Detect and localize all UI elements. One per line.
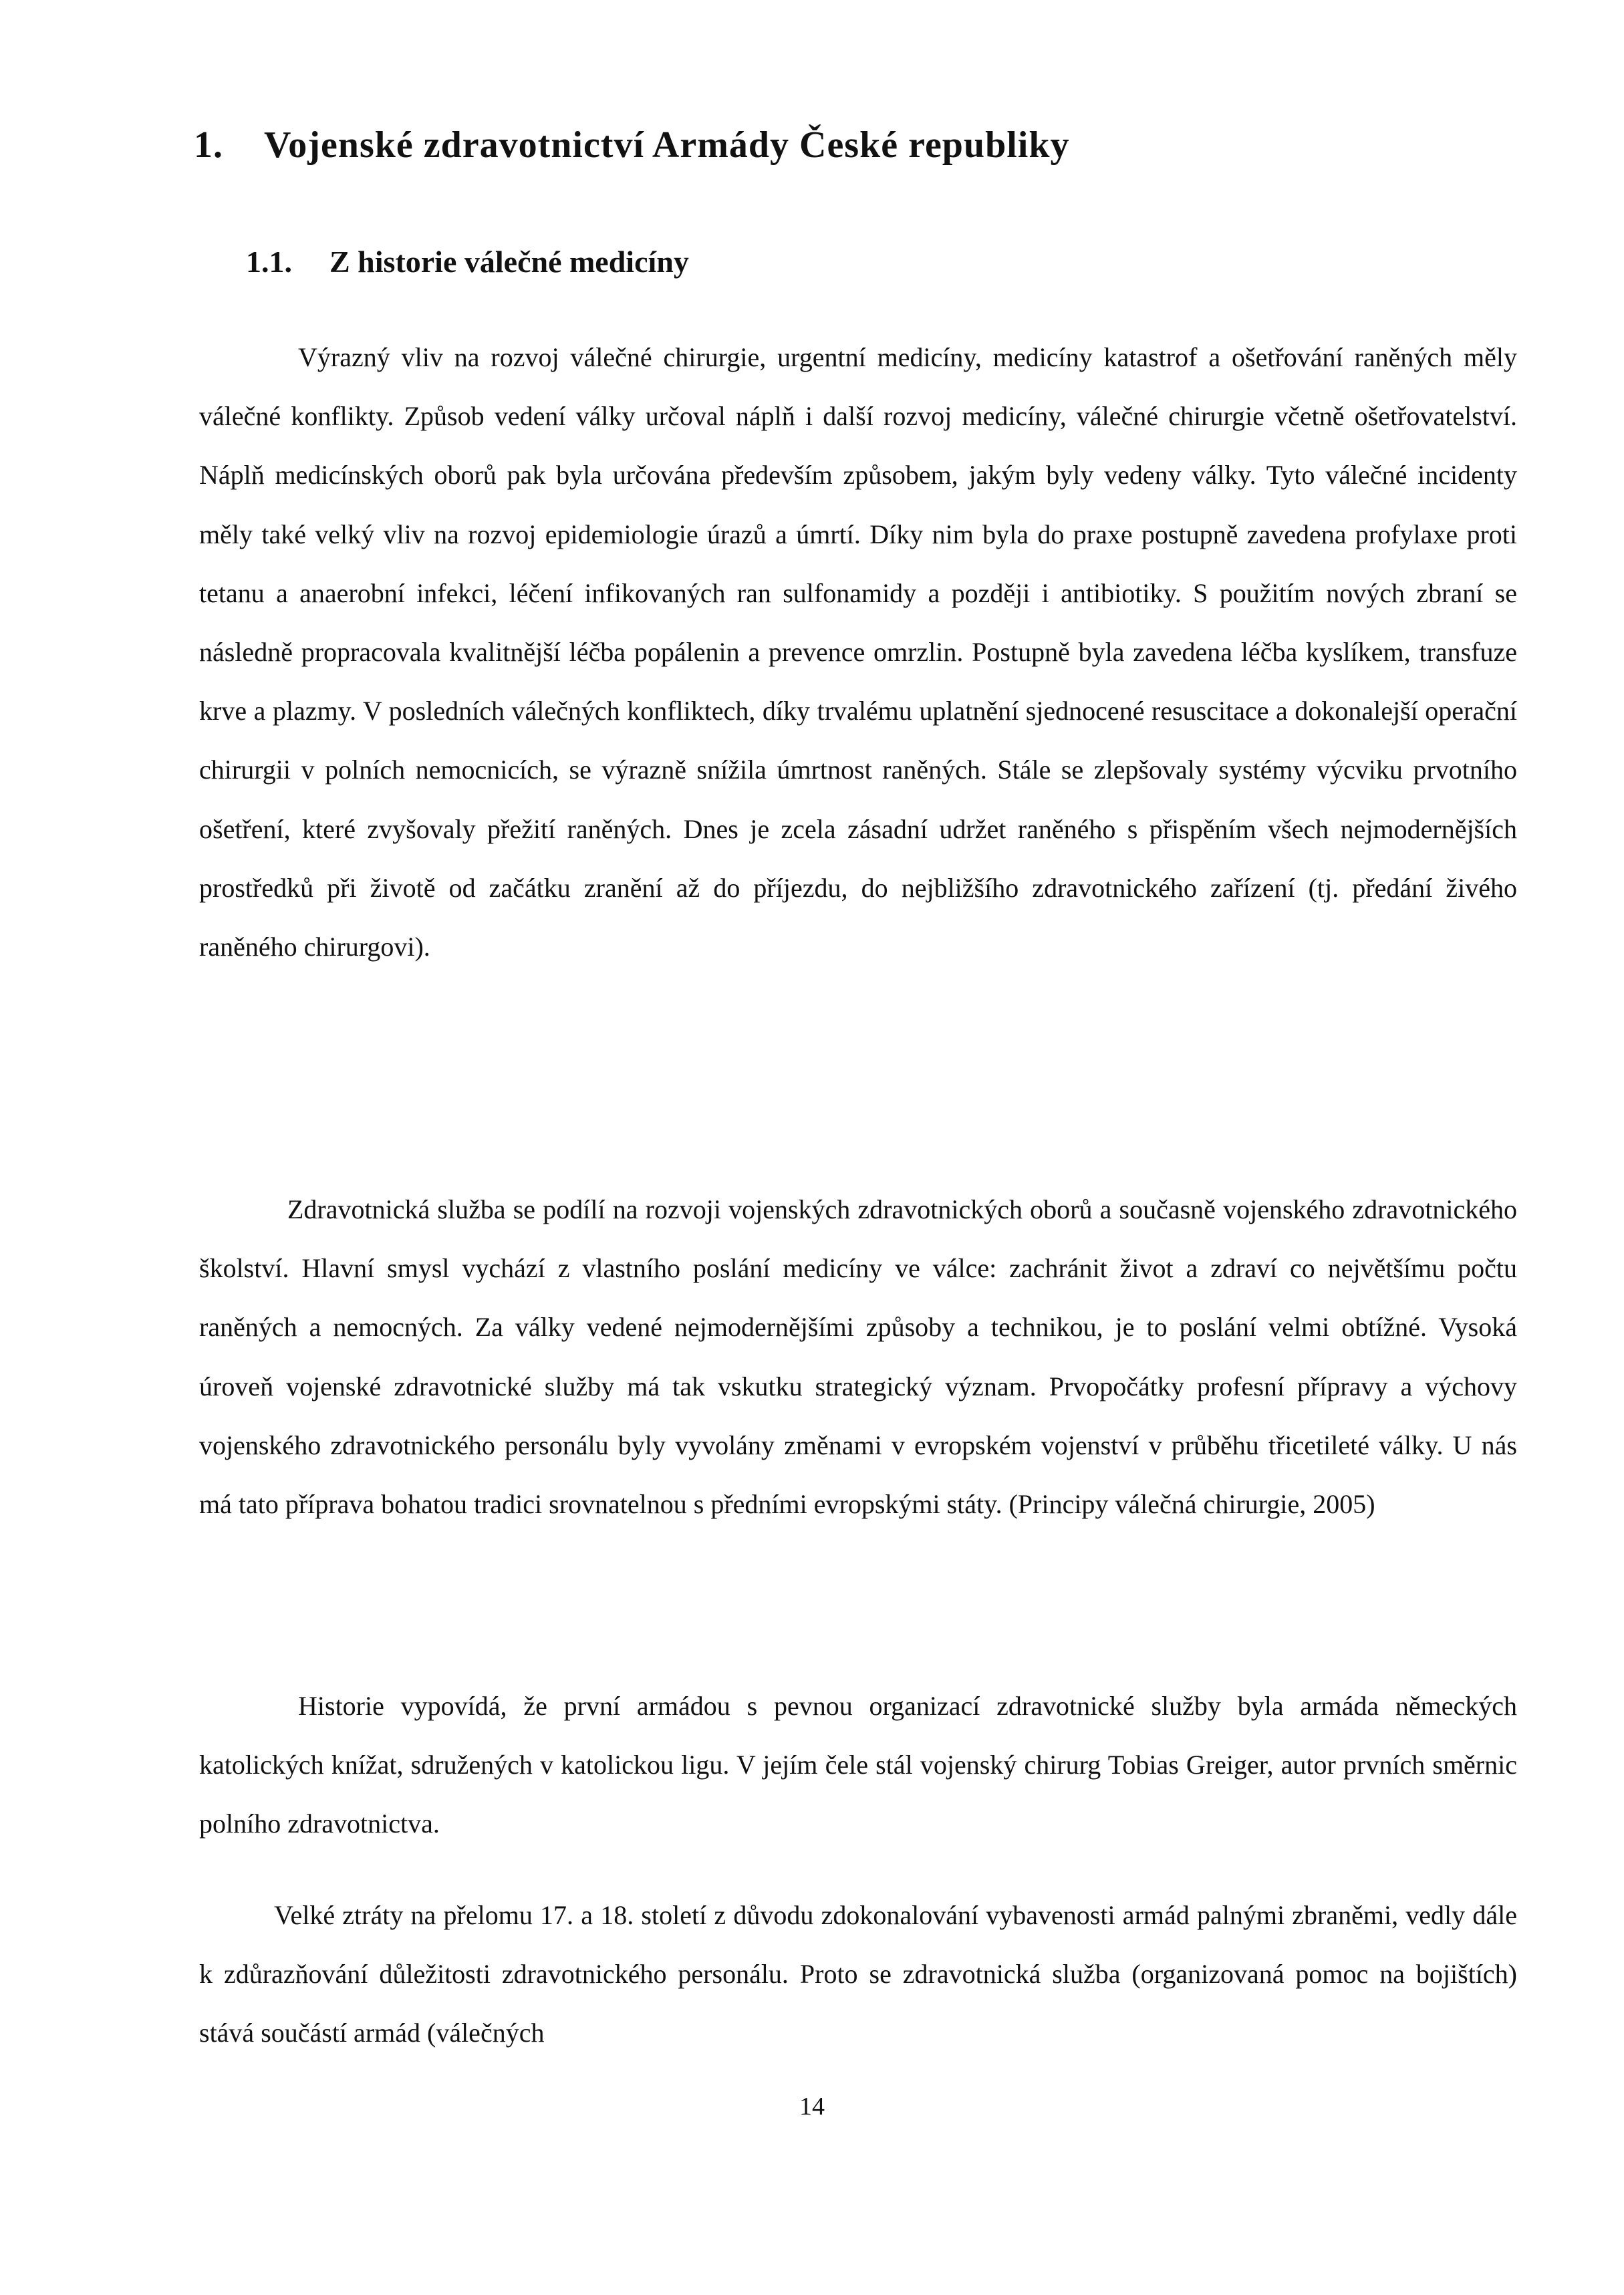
chapter-title: Vojenské zdravotnictví Armády České republiky: [264, 124, 1070, 166]
chapter-heading: [194, 124, 1070, 166]
body-paragraph: Zdravotnická služba se podílí na rozvoji vojenských zdravotnických oborů a současně vojenského zdravotnického školství. Hlavní smysl vychází z vlastního poslání medicíny ve válce: zachránit život a zdraví co největšímu počtu raněných a nemocných. Za války vedené nejmodernějšími způsoby a technikou, je to poslání velmi obtížné. Vysoká úroveň vojenské zdravotnické služby má tak vskutku strategický význam. Prvopočátky profesní přípravy a výchovy vojenského zdravotnického personálu byly vyvolány změnami v evropském vojenství v průběhu třicetileté války. U nás má tato příprava bohatou tradici srovnatelnou s předními evropskými státy. (Principy válečná chirurgie, 2005): [199, 1194, 1517, 1520]
section-heading: [246, 244, 689, 279]
section-title: Z historie válečné medicíny: [329, 245, 689, 279]
section-number: 1.1.: [246, 245, 292, 279]
body-paragraph: Velké ztráty na přelomu 17. a 18. století z důvodu zdokonalování vybavenosti armád palnými zbraněmi, vedly dále k zdůrazňování důležitosti zdravotnického personálu. Proto se zdravotnická služba (organizovaná pomoc na bojištích) stává součástí armád (válečných: [199, 1900, 1517, 2048]
body-paragraph: Historie vypovídá, že první armádou s pevnou organizací zdravotnické služby byla armáda německých katolických knížat, sdružených v katolickou ligu. V jejím čele stál vojenský chirurg Tobias Greiger, autor prvních směrnic polního zdravotnictva.: [199, 1691, 1517, 1839]
page-number: 14: [799, 2092, 825, 2121]
body-paragraph: Výrazný vliv na rozvoj válečné chirurgie, urgentní medicíny, medicíny katastrof a ošetřování raněných měly válečné konflikty. Způsob vedení války určoval náplň i další rozvoj medicíny, válečné chirurgie včetně ošetřovatelství. Náplň medicínských oborů pak byla určována především způsobem, jakým byly vedeny války. Tyto válečné incidenty měly také velký vliv na rozvoj epidemiologie úrazů a úmrtí. Díky nim byla do praxe postupně zavedena profylaxe proti tetanu a anaerobní infekci, léčení infikovaných ran sulfonamidy a později i antibiotiky. S použitím nových zbraní se následně propracovala kvalitnější léčba popálenin a prevence omrzlin. Postupně byla zavedena léčba kyslíkem, transfuze krve a plazmy. V posledních válečných konfliktech, díky trvalému uplatnění sjednocené resuscitace a dokonalejší operační chirurgii v polních nemocnicích, se výrazně snížila úmrtnost raněných. Stále se zlepšovaly systémy výcviku prvotního ošetření, které zvyšovaly přežití raněných. Dnes je zcela zásadní udržet raněného s přispěním všech nejmodernějších prostředků při životě od začátku zranění až do příjezdu, do nejbližšího zdravotnického zařízení (tj. předání živého raněného chirurgovi).: [199, 342, 1517, 962]
chapter-number: 1.: [194, 124, 223, 166]
